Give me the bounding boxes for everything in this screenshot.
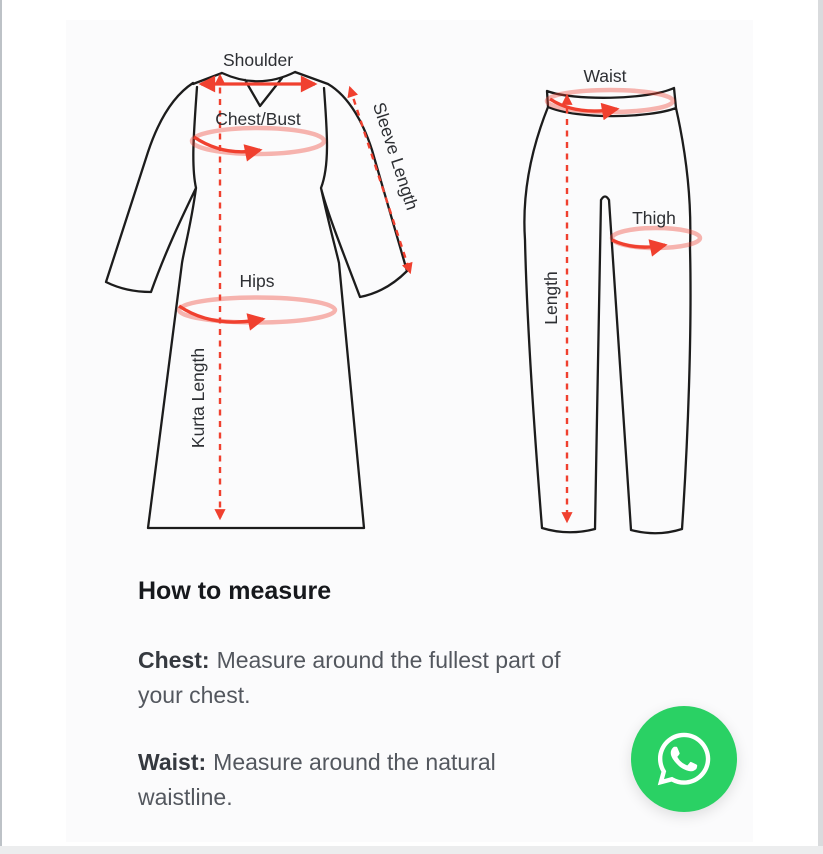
whatsapp-button[interactable] [631,706,737,812]
instruction-chest-line2: your chest. [138,682,251,708]
how-to-measure-section [138,576,698,815]
pants-length-label: Length [541,271,561,325]
instruction-waist [138,745,698,815]
instruction-waist-term: Waist: [138,749,207,775]
shoulder-label: Shoulder [222,50,294,70]
bottom-edge-strip [0,846,823,854]
kurta-outline [106,72,407,528]
section-heading: How to measure [138,577,332,605]
instruction-waist-line2: waistline. [138,784,233,810]
hips-label: Hips [239,271,275,291]
chest-label: Chest/Bust [215,109,301,129]
kurta-illustration [106,72,407,528]
thigh-label: Thigh [632,208,676,228]
kurta-length-label: Kurta Length [188,347,208,449]
instruction-chest [138,643,698,713]
kurta-measurements [179,76,410,518]
waist-label: Waist [583,66,627,86]
right-edge-strip[interactable] [818,0,823,854]
sleeve-length-label: Sleeve Length [368,99,423,213]
instruction-chest-line1: Measure around the fullest part of [216,647,561,673]
left-edge-strip [0,0,2,854]
measurement-diagram [66,20,753,560]
whatsapp-icon [654,729,714,789]
instruction-chest-term: Chest: [138,647,210,673]
pants-measurements [547,90,700,521]
instruction-waist-line1: Measure around the natural [213,749,496,775]
